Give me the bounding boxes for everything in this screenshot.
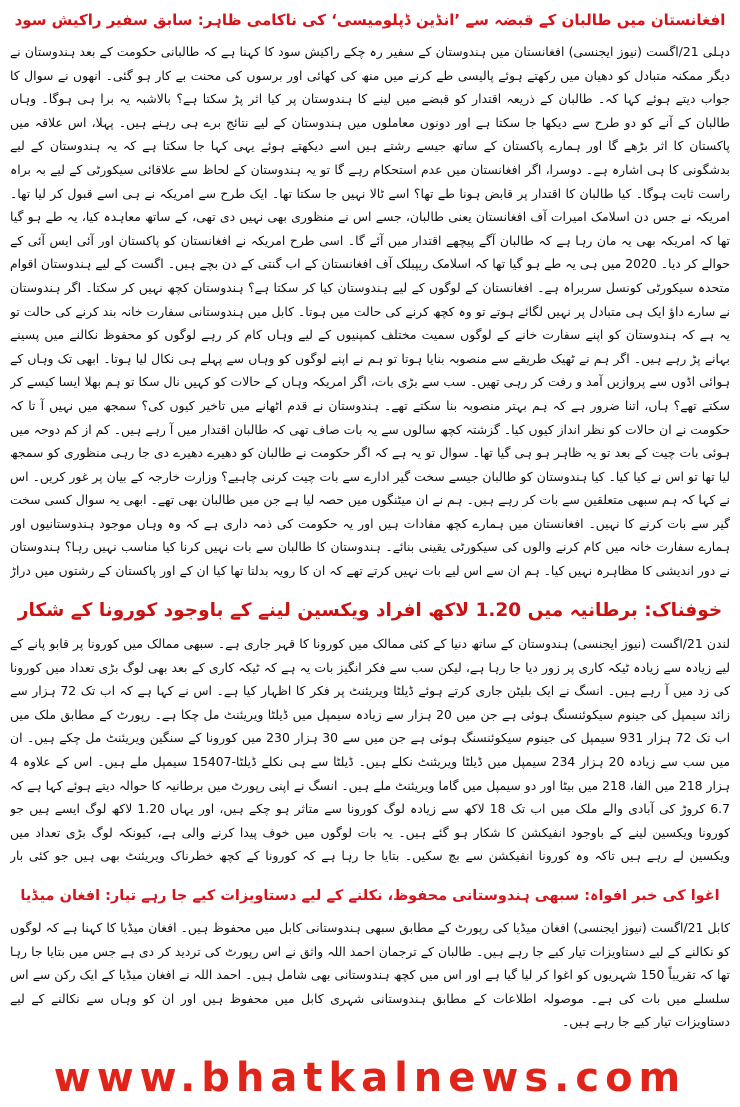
article-kidnap-rumour: [0, 876, 740, 1046]
article-uk-covid: [0, 590, 740, 875]
article-body: لندن 21/اگست (نیوز ایجنسی) ہندوستان کے ساتھ دنیا کے کئی ممالک میں کورونا کا قہر جاری ہے۔ سبھی ممالک میں کورونا پر قابو پانے کے لیے زیادہ سے زیادہ ٹیکہ کاری پر زور دیا جا رہا ہے، لیکن سب سے فکر انگیز بات یہ ہے کہ ٹیکہ کاری کے بعد بھی لوگ بڑی تعداد میں کورونا کی زد میں آ رہے ہیں۔ انسگ نے ایک بلیٹن جاری کرتے ہوئے ڈیلٹا ویریئنٹ پر فکر کا اظہار کیا ہے۔ اس نے کہا ہے کہ اب تک 72 ہزار سے زائد سیمپل کی جینوم سیکوئنسنگ ہوئی ہے جن میں 20 ہزار سے زیادہ سیمپل میں ڈیلٹا ویریئنٹ مل چکا ہے۔ رپورٹ کے مطابق ملک میں اب تک 72 ہزار 931 سیمپل کی جینوم سیکوئنسنگ ہوئی ہے جن میں سے 30 ہزار 230 میں کورونا کے سنگین ویریئنٹ مل چکے ہیں۔ ان میں سب سے زیادہ 20 ہزار 234 سیمپل میں ڈیلٹا ویریئنٹ نکلے ہیں۔ ڈیلٹا سے ہی نکلے ڈیلٹا-15407 سیمپل ملے ہیں۔ اس کے علاوہ 4 ہزار 218 میں الفا، 218 میں بیٹا اور دو سیمپل میں گاما ویریئنٹ ملے ہیں۔ انسگ نے اپنی رپورٹ میں برطانیہ کا حوالہ دیتے ہوئے کہا ہے کہ 6.7 کروڑ کی آبادی والے ملک میں اب تک 18 لاکھ سے زیادہ لوگ کورونا سے متاثر ہو چکے ہیں، اور یہاں 1.20 لاکھ لوگ ایسے ہیں جو کورونا ویکسین لینے کے باوجود انفیکشن کا شکار ہو گئے ہیں۔ یہ بات لوگوں میں خوف پیدا کرنے والی ہے، کیونکہ لوگ بڑی تعداد میں ویکسین لے رہے ہیں تاکہ وہ کورونا انفیکشن سے بچ سکیں۔ بتایا جا رہا ہے کہ کورونا کے کچھ خطرناک ویریئنٹ بھی ہیں جو کئی بار: [10, 636, 730, 864]
article-headline: خوفناک: برطانیہ میں 1.20 لاکھ افراد ویکسین لینے کے باوجود کورونا کے شکار: [17, 600, 723, 621]
website-url: www.bhatkalnews.com: [53, 1055, 687, 1101]
footer-watermark: [0, 1049, 740, 1107]
article-body: کابل 21/اگست (نیوز ایجنسی) افغان میڈیا کی رپورٹ کے مطابق سبھی ہندوستانی کابل میں محفوظ ہیں۔ افغان میڈیا کا کہنا ہے کہ لوگوں کو نکالنے کے لیے دستاویزات تیار کیے جا رہے ہیں۔ طالبان کے ترجمان احمد اللہ واثق نے اس رپورٹ کی تردید کر دی ہے جس میں بتایا جا رہا تھا کہ تقریباً 150 شہریوں کو اغوا کر لیا گیا ہے اور اس میں کچھ ہندوستانی بھی شامل ہیں۔ احمد اللہ نے افغان میڈیا کے ایک رکن سے اس سلسلے میں بات کی ہے۔ موصولہ اطلاعات کے مطابق ہندوستانی شہری کابل میں محفوظ ہیں اور ان کو وہاں سے نکالنے کے لیے دستاویزات تیار کیے جا رہے ہیں۔: [10, 920, 730, 1030]
article-headline: اغوا کی خبر افواہ: سبھی ہندوستانی محفوظ، نکلنے کے لیے دستاویزات کیے جا رہے تیار: افغان میڈیا: [20, 888, 720, 904]
article-headline: افغانستان میں طالبان کے قبضہ سے ’انڈین ڈپلومیسی‘ کی ناکامی ظاہر: سابق سفیر راکیش سود: [14, 11, 726, 29]
article-body: دہلی 21/اگست (نیوز ایجنسی) افغانستان میں ہندوستان کے سفیر رہ چکے راکیش سود کا کہنا ہے کہ طالبانی حکومت کے بعد ہندوستان نے دیگر ممکنہ متبادل کو دھیان میں رکھتے ہوئے پالیسی طے کرنے میں منھ کی کھائی اور برسوں کی محنت بے کار ہو گئی۔ انھوں نے سوال کا جواب دیتے ہوئے کہا کہ۔ طالبان کے ذریعہ اقتدار کو قبضے میں لینے کا ہندوستان پر کیا اثر پڑ سکتا ہے؟ بالاشبہ یہ برا ہی ہوگا۔ وہاں طالبان کے آنے کو دو طرح سے دیکھا جا سکتا ہے اور دونوں معاملوں میں ہندوستان کے لیے نتائج برے ہی رہنے ہیں۔ پہلا، اس علاقہ میں پاکستان کا اثر بڑھے گا اور ہمارے پاکستان کے ساتھ جیسے رشتے ہیں اسے دیکھتے ہوئے یہی کہا جا سکتا ہے کہ یہ ہندوستان کے لیے بدشگونی کا ہی اشارہ ہے۔ دوسرا، اگر افغانستان میں عدم استحکام رہے گا تو یہ ہندوستان کے لحاظ سے علاقائی سیکورٹی کے لیے بہ براہ راست ثابت ہوگا۔ کیا طالبان کا اقتدار پر قابض ہونا طے تھا؟ اسے ٹالا نہیں جا سکتا تھا۔ ایک طرح سے امریکہ نے ہی اسے قبول کر لیا تھا۔ امریکہ نے جس دن اسلامک امیرات آف افغانستان یعنی طالبان، جسے اس نے منظوری بھی نہیں دی تھی، کے ساتھ معاہدہ کیا، یہ طے ہو گیا تھا کہ امریکہ بھی یہ مان رہا ہے کہ طالبان آگے پیچھے اقتدار میں آئے گا۔ اسی طرح امریکہ نے افغانستان کو پاکستان اور آئی ایس آئی کے حوالے کر دیا۔ 2020 میں ہی یہ طے ہو گیا تھا کہ اسلامک ریپبلک آف افغانستان کے اب گنتی کے دن بچے ہیں۔ اگست کے لیے ہندوستان اقوام متحدہ سیکورٹی کونسل سربراہ ہے۔ افغانستان کے لوگوں کے لیے ہندوستان کیا کر سکتا ہے؟ ہندوستان کچھ نہیں کر سکتا۔ اگر ہندوستان نے سارے داؤ ایک ہی متبادل پر نہیں لگائے ہوتے تو وہ کچھ کرنے کی حالت میں ہوتا۔ کابل میں ہندوستانی سفارت خانہ بند کرنے کی حالت تو یہ ہے کہ ہندوستان کو اپنے سفارت خانے کے لوگوں سمیت مختلف کمپنیوں کے لیے وہاں کام کر رہے لوگوں کو محفوظ نکالنے میں پسینے بہانے پڑ رہے ہیں۔ اگر ہم نے ٹھیک طریقے سے منصوبہ بنایا ہوتا تو ہم نے اپنے لوگوں کو وہاں سے پہلے ہی نکال لیا ہوتا۔ ابھی تک وہاں کے ہوائی اڈوں سے پروازیں آمد و رفت کر رہی تھیں۔ سب سے بڑی بات، اگر امریکہ وہاں کے حالات کو کہیں نال سکا تو ہم بھلا ایسا کیسے کر سکتے تھے؟ ہاں، اتنا ضرور ہے کہ ہم بہتر منصوبہ بنا سکتے تھے۔ ہندوستان نے قدم اٹھانے میں تاخیر کیوں کی؟ سمجھ میں نہیں آ تا کہ حکومت نے ان حالات کو نظر انداز کیوں کیا۔ گزشتہ کچھ سالوں سے یہ بات صاف تھی کہ طالبان اقتدار میں آ رہے ہیں۔ کم از کم دوحہ میں ہوئی بات چیت کے بعد تو یہ ظاہر ہو ہی گیا تھا۔ سوال تو یہ ہے کہ اگر حکومت نے طالبان کو دھیرے دھیرے دی جا رہی منظوری کو سمجھ لیا تھا تو اس نے کیا کیا۔ کیا ہندوستان کو طالبان جیسے سخت گیر ادارے سے بات چیت کرنی چاہیے؟ وزارت خارجہ کے بیان پر غور کریں۔ اس نے کہا کہ ہم سبھی متعلقین سے بات کر رہے ہیں۔ ہم نے ان میٹنگوں میں حصہ لیا ہے جن میں طالبان بھی تھے۔ ابھی یہ سوال کسی سخت گیر سے بات کرنے کا نہیں۔ افغانستان میں ہمارے کچھ مفادات ہیں اور یہ حکومت کی ذمہ داری ہے کہ وہ وہاں موجود ہندوستانیوں اور ہمارے سفارت خانہ میں کام کرنے والوں کی سیکورٹی یقینی بنائے۔ ہندوستان کا طالبان سے بات نہیں کرنا کیا مناسب نہیں رہا؟ ہندوستان نے دور اندیشی کا مظاہرہ نہیں کیا۔ ہم ان سے اس لیے بات نہیں کرتے تھے کہ ان کا رویہ بدلتا تھا کیا ان کے اور پاکستان کے رشتوں میں دراڑ: [10, 44, 730, 579]
